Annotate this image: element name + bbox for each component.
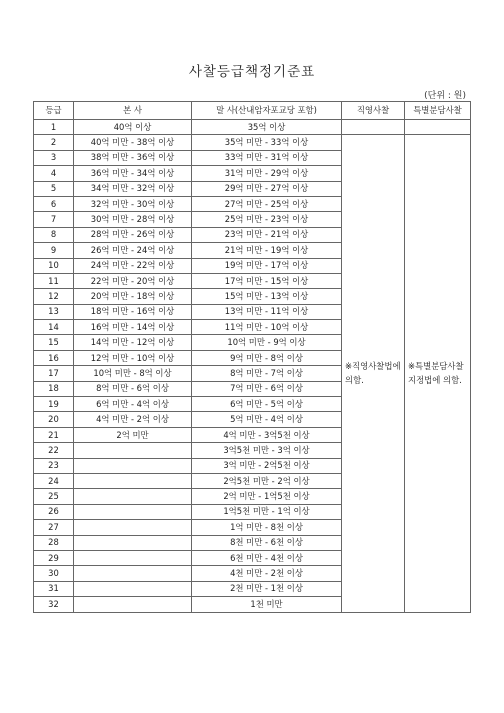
cell-branch-temple: 6천 미만 - 4천 이상 [192, 550, 342, 565]
direct-temple-note: ※직영사찰법에 의함. [342, 135, 405, 612]
cell-main-temple: 22억 미만 - 20억 이상 [74, 273, 192, 288]
cell-grade: 26 [34, 504, 74, 519]
cell-grade: 31 [34, 581, 74, 596]
cell-grade: 13 [34, 304, 74, 319]
cell-branch-temple: 21억 미만 - 19억 이상 [192, 243, 342, 258]
cell-main-temple [74, 535, 192, 550]
cell-grade: 2 [34, 135, 74, 150]
cell-grade: 32 [34, 597, 74, 612]
cell-branch-temple: 4억 미만 - 3억5천 이상 [192, 427, 342, 442]
cell-grade: 29 [34, 550, 74, 565]
grade-table [33, 101, 471, 613]
cell-grade: 22 [34, 443, 74, 458]
cell-direct-temple [342, 120, 405, 135]
cell-grade: 23 [34, 458, 74, 473]
cell-main-temple [74, 566, 192, 581]
cell-main-temple: 24억 미만 - 22억 이상 [74, 258, 192, 273]
cell-grade: 4 [34, 166, 74, 181]
cell-branch-temple: 1억5천 미만 - 1억 이상 [192, 504, 342, 519]
cell-main-temple: 8억 미만 - 6억 이상 [74, 381, 192, 396]
cell-grade: 14 [34, 320, 74, 335]
cell-main-temple: 2억 미만 [74, 427, 192, 442]
cell-branch-temple: 35억 이상 [192, 120, 342, 135]
cell-main-temple [74, 473, 192, 488]
cell-grade: 6 [34, 196, 74, 211]
cell-branch-temple: 31억 미만 - 29억 이상 [192, 166, 342, 181]
cell-grade: 19 [34, 397, 74, 412]
cell-branch-temple: 25억 미만 - 23억 이상 [192, 212, 342, 227]
cell-main-temple: 30억 미만 - 28억 이상 [74, 212, 192, 227]
cell-grade: 8 [34, 227, 74, 242]
cell-grade: 3 [34, 150, 74, 165]
cell-grade: 24 [34, 473, 74, 488]
cell-main-temple: 4억 미만 - 2억 이상 [74, 412, 192, 427]
document-title: 사찰등급책정기준표 [188, 64, 316, 80]
cell-main-temple [74, 550, 192, 565]
cell-grade: 7 [34, 212, 74, 227]
cell-main-temple [74, 443, 192, 458]
cell-main-temple: 18억 미만 - 16억 이상 [74, 304, 192, 319]
cell-grade: 16 [34, 350, 74, 365]
cell-branch-temple: 17억 미만 - 15억 이상 [192, 273, 342, 288]
cell-branch-temple: 2억5천 미만 - 2억 이상 [192, 473, 342, 488]
cell-main-temple: 36억 미만 - 34억 이상 [74, 166, 192, 181]
cell-branch-temple: 1억 미만 - 8천 이상 [192, 520, 342, 535]
cell-grade: 1 [34, 120, 74, 135]
cell-branch-temple: 9억 미만 - 8억 이상 [192, 350, 342, 365]
cell-main-temple: 40억 이상 [74, 120, 192, 135]
cell-grade: 11 [34, 273, 74, 288]
cell-grade: 30 [34, 566, 74, 581]
cell-main-temple: 28억 미만 - 26억 이상 [74, 227, 192, 242]
cell-branch-temple: 2억 미만 - 1억5천 이상 [192, 489, 342, 504]
cell-grade: 15 [34, 335, 74, 350]
cell-branch-temple: 7억 미만 - 6억 이상 [192, 381, 342, 396]
cell-branch-temple: 11억 미만 - 10억 이상 [192, 320, 342, 335]
cell-branch-temple: 10억 미만 - 9억 이상 [192, 335, 342, 350]
cell-grade: 5 [34, 181, 74, 196]
cell-main-temple: 16억 미만 - 14억 이상 [74, 320, 192, 335]
cell-branch-temple: 33억 미만 - 31억 이상 [192, 150, 342, 165]
cell-grade: 25 [34, 489, 74, 504]
special-temple-note: ※특별분담사찰지정법에 의함. [405, 135, 471, 612]
table-row [34, 135, 471, 150]
cell-grade: 10 [34, 258, 74, 273]
cell-main-temple [74, 504, 192, 519]
cell-main-temple: 12억 미만 - 10억 이상 [74, 350, 192, 365]
cell-main-temple [74, 581, 192, 596]
cell-main-temple: 34억 미만 - 32억 이상 [74, 181, 192, 196]
unit-label: (단위 : 원) [424, 91, 466, 101]
cell-grade: 20 [34, 412, 74, 427]
cell-main-temple: 32억 미만 - 30억 이상 [74, 196, 192, 211]
cell-branch-temple: 23억 미만 - 21억 이상 [192, 227, 342, 242]
cell-branch-temple: 1천 미만 [192, 597, 342, 612]
cell-main-temple: 40억 미만 - 38억 이상 [74, 135, 192, 150]
cell-main-temple [74, 458, 192, 473]
cell-branch-temple: 29억 미만 - 27억 이상 [192, 181, 342, 196]
table-body [34, 120, 471, 613]
cell-branch-temple: 3억5천 미만 - 3억 이상 [192, 443, 342, 458]
cell-grade: 27 [34, 520, 74, 535]
cell-branch-temple: 4천 미만 - 2천 이상 [192, 566, 342, 581]
cell-branch-temple: 3억 미만 - 2억5천 이상 [192, 458, 342, 473]
cell-main-temple: 10억 미만 - 8억 이상 [74, 366, 192, 381]
cell-main-temple [74, 489, 192, 504]
cell-branch-temple: 13억 미만 - 11억 이상 [192, 304, 342, 319]
header-grade: 등급 [34, 102, 74, 120]
cell-main-temple [74, 597, 192, 612]
cell-branch-temple: 15억 미만 - 13억 이상 [192, 289, 342, 304]
cell-grade: 12 [34, 289, 74, 304]
table-row [34, 120, 471, 135]
cell-branch-temple: 2천 미만 - 1천 이상 [192, 581, 342, 596]
cell-main-temple [74, 520, 192, 535]
cell-branch-temple: 8억 미만 - 7억 이상 [192, 366, 342, 381]
cell-special-temple [405, 120, 471, 135]
cell-main-temple: 38억 미만 - 36억 이상 [74, 150, 192, 165]
cell-grade: 18 [34, 381, 74, 396]
cell-main-temple: 20억 미만 - 18억 이상 [74, 289, 192, 304]
cell-grade: 9 [34, 243, 74, 258]
cell-branch-temple: 6억 미만 - 5억 이상 [192, 397, 342, 412]
cell-branch-temple: 8천 미만 - 6천 이상 [192, 535, 342, 550]
cell-grade: 28 [34, 535, 74, 550]
cell-branch-temple: 27억 미만 - 25억 이상 [192, 196, 342, 211]
cell-grade: 17 [34, 366, 74, 381]
cell-branch-temple: 19억 미만 - 17억 이상 [192, 258, 342, 273]
header-special-temple: 특별분담사찰 [405, 102, 471, 120]
header-main-temple: 본 사 [74, 102, 192, 120]
table-header-row [34, 102, 471, 120]
header-direct-temple: 직영사찰 [342, 102, 405, 120]
cell-branch-temple: 35억 미만 - 33억 이상 [192, 135, 342, 150]
cell-main-temple: 6억 미만 - 4억 이상 [74, 397, 192, 412]
header-branch-temple: 말 사(산내암자포교당 포함) [192, 102, 342, 120]
cell-branch-temple: 5억 미만 - 4억 이상 [192, 412, 342, 427]
cell-main-temple: 26억 미만 - 24억 이상 [74, 243, 192, 258]
cell-main-temple: 14억 미만 - 12억 이상 [74, 335, 192, 350]
cell-grade: 21 [34, 427, 74, 442]
